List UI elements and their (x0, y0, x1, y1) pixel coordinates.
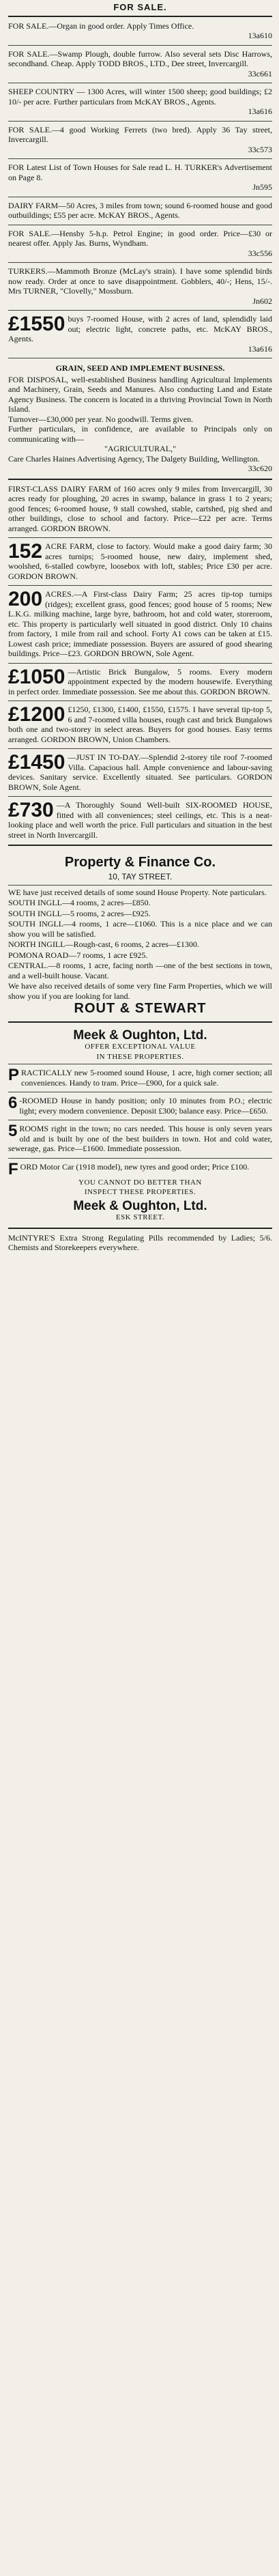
ad-price: £1450 (8, 751, 65, 774)
divider (8, 748, 272, 749)
grain-business-ad (8, 360, 272, 476)
ad-body: FOR SALE.—4 good Working Ferrets (two bred). Apply 36 Tay street, Invercargill. (8, 124, 272, 144)
classified-ad (8, 265, 272, 308)
ad-reference: 33c620 (248, 464, 272, 473)
meek-property-item (8, 1066, 272, 1090)
property-item: SOUTH INGLL—5 rooms, 2 acres—£925. (8, 908, 151, 918)
ad-price: £1550 (8, 313, 65, 335)
ad-reference: Jn602 (252, 296, 272, 306)
property-item: NORTH INGILL—Rough-cast, 6 rooms, 2 acres—£1300. (8, 939, 199, 949)
acre-152-farm-ad (8, 540, 272, 583)
ad-reference: 33c573 (248, 144, 272, 154)
property-item: CENTRAL.—8 rooms, 1 acre, facing north —one of the best sections in town, and a well-built house. Vacant. (8, 961, 272, 980)
meek-property-list (8, 1064, 272, 1178)
ad-body: TURKERS.—Mammoth Bronze (McLay's strain). I have some splendid birds now ready. Order at once to save disappointment. Gobblers, 40/-; Hens, 15/-. Mrs TURNER, "Clovelly," Mossburn. (8, 266, 272, 296)
item-body: -ROOMED House in handy position; only 10 minutes from P.O.; electric light; every modern convenience. Deposit £300; balance easy. Price—£650. (19, 1096, 272, 1116)
ad-heading: Meek & Oughton, Ltd. (73, 1028, 207, 1043)
closing-line: INSPECT THESE PROPERTIES. (84, 1188, 196, 1196)
divider (8, 158, 272, 159)
ad-body: FOR SALE.—Hensby 5-h.p. Petrol Engine; in good order. Price—£30 or nearest offer. Apply Jas. Burns, Wyndham. (8, 228, 272, 248)
ad-number: 200 (8, 588, 43, 610)
dairy-farm-160-ad (8, 483, 272, 536)
ad-body: FOR Latest List of Town Houses for Sale read L. H. TURKER's Advertisement on Page 8. (8, 162, 272, 182)
drop-cap: F (8, 1159, 18, 1178)
divider (8, 1228, 272, 1229)
classified-ad (8, 313, 272, 356)
property-item: POMONA ROAD—7 rooms, 1 acre £925. (8, 950, 148, 960)
divider (8, 16, 272, 17)
divider (8, 796, 272, 797)
item-body: RACTICALLY new 5-roomed sound House, 1 acre, high corner section; all conveniences. Handy to tram. Price—£900, for a quick sale. (21, 1068, 272, 1088)
drop-cap: P (8, 1066, 20, 1084)
ad-address: 10, TAY STREET. (108, 872, 173, 881)
closing-line: YOU CANNOT DO BETTER THAN (78, 1178, 202, 1187)
ad-price: £730 (8, 799, 54, 821)
newspaper-column (0, 0, 279, 1258)
ad-reference: Jn595 (252, 182, 272, 192)
ad-body: McINTYRE'S Extra Strong Regulating Pills recommended by Ladies; 5/6. Chemists and Storekeepers everywhere. (8, 1232, 272, 1252)
ad-contact-address: Care Charles Haines Advertising Agency, The Dalgety Building, Wellington. (8, 453, 260, 464)
ad-intro: WE have just received details of some sound House Property. Note particulars. (8, 887, 267, 897)
six-roomed-house-ad (8, 799, 272, 842)
property-item: SOUTH INGLL—4 rooms, 2 acres—£850. (8, 898, 151, 907)
firm-name: Meek & Oughton, Ltd. (73, 1198, 207, 1213)
ad-body: —JUST IN TO-DAY.—Splendid 2-storey tile roof 7-roomed Villa. Capacious hall. Ample convenience and labour-saving devices. Sanitary service. Excellently situated. See particulars. GORDON BROWN, Sole Agent. (8, 752, 272, 792)
divider (8, 845, 272, 846)
ad-heading: Property & Finance Co. (64, 855, 216, 870)
ad-reference: 33c661 (248, 68, 272, 79)
ad-body: FOR SALE.—Swamp Plough, double furrow. Also several sets Disc Harrows, secondhand. Cheap. Apply TODD BROS., LTD., Dee street, Invercargill. (8, 48, 272, 68)
ad-reference: 13a616 (248, 343, 272, 354)
divider (8, 479, 272, 480)
ad-body: FOR SALE.—Organ in good order. Apply Times Office. (8, 20, 194, 31)
meek-property-item (8, 1161, 272, 1178)
classified-ads-list (8, 20, 272, 356)
item-body: ORD Motor Car (1918 model), new tyres and good order; Price £100. (20, 1161, 250, 1172)
ad-reference: 13a616 (248, 107, 272, 116)
ad-price: £1050 (8, 665, 65, 688)
two-storey-villa-ad (8, 751, 272, 794)
property-finance-ad (8, 849, 272, 1019)
divider (8, 1158, 272, 1159)
meek-property-item (8, 1122, 272, 1156)
ad-further: Further particulars, in confidence, are available to Principals only on communicating with— (8, 424, 272, 444)
divider (8, 121, 272, 122)
meek-oughton-ad (8, 1025, 272, 1225)
divider (8, 885, 272, 886)
property-item: SOUTH INGLL—4 rooms, 1 acre—£1060. This is a nice place and we can show you will be satisfied. (8, 919, 272, 939)
classified-ad (8, 227, 272, 261)
classified-ad (8, 124, 272, 157)
divider (8, 700, 272, 701)
ad-heading: GRAIN, SEED AND IMPLEMENT BUSINESS. (55, 363, 225, 373)
divider (8, 585, 272, 586)
ad-reference: 33c556 (248, 248, 272, 258)
ad-reference: 13a610 (248, 31, 272, 40)
ad-price: £1200 (8, 703, 65, 726)
property-item: We have also received details of some very fine Farm Properties, which we will show you if you are looking for land. (8, 981, 272, 1001)
classified-ad (8, 48, 272, 81)
pills-ad (8, 1232, 272, 1255)
ad-body: buys 7-roomed House, with 2 acres of land, splendidly laid out; electric light, concrete paths, etc. McKAY BROS., Agents. (8, 314, 272, 343)
divider (8, 1021, 272, 1023)
ad-body: —Artistic Brick Bungalow, 5 rooms. Every modern appointment expected by the modern housewife. Everything in perfect order. Immediate possession. See me about this. GORDON BROWN. (8, 666, 272, 696)
offer-line: OFFER EXCEPTIONAL VALUE (85, 1043, 196, 1051)
villa-houses-ad (8, 703, 272, 746)
property-list (8, 898, 272, 1001)
ad-body: FIRST-CLASS DAIRY FARM of 160 acres only 9 miles from Invercargill, 30 acres ready for ploughing, 20 acres in swamp, balance in grass 1 to 2 years; good fences; 6-roomed house, 9 stall cowshed, stable, cartshed, pig shed and other buildings, close to school and factory. Price—£22 per acre. Terms arranged. GORDON BROWN. (8, 483, 272, 533)
ad-body: £1250, £1300, £1400, £1550, £1575. I have several tip-top 5, 6 and 7-roomed villa houses, rough cast and brick Bungalows both one and two-storey in select areas. Buyers for good houses. Easy terms arranged. GORDON BROWN, Union Chambers. (8, 705, 272, 744)
classified-ad (8, 20, 272, 43)
meek-property-item (8, 1094, 272, 1118)
ad-body: FOR DISPOSAL, well-established Business handling Agricultural Implements and Machinery, Grain, Seeds and Manures. Also conducting Land and Estate Agency Business. The concern is located in a thriving Provincial Town in North Island. (8, 374, 272, 414)
divider (8, 537, 272, 538)
acre-200-farm-ad (8, 588, 272, 661)
ad-body: ACRES.—A First-class Dairy Farm; 25 acres tip-top turnips (ridges); excellent grass, good fences; good house of 5 rooms; New L.K.G. milking machine, large byre, bathroom, hot and cold water, storeroom, etc. This property is particularly well situated in good district. Only 10 chains from factory, 1 mile from rail and school. Forty A1 cows can be taken at £15. Lowest cash price; immediate possession. Buyers are assured of good shearing buildings. Price—£23. GORDON BROWN, Sole Agent. (8, 589, 272, 658)
ad-body: ACRE FARM, close to factory. Would make a good dairy farm; 30 acres turnips; 5-roomed house, new dairy, implement shed, woolshed, 6-stalled cowbyre, loosebox with loft, stables; Price £30 per acre. GORDON BROWN. (8, 541, 272, 581)
divider (8, 262, 272, 263)
item-body: ROOMS right in the town; no cars needed. This house is only seven years old and is built by one of the best builders in town. Hot and cold water, sewerage, gas. Price—£1600. Immediate possession. (8, 1124, 272, 1153)
ad-contact-name: "AGRICULTURAL," (104, 444, 177, 453)
firm-street: ESK STREET. (115, 1213, 165, 1221)
ad-number: 152 (8, 540, 43, 563)
classified-ad (8, 199, 272, 223)
ad-body: SHEEP COUNTRY — 1300 Acres, will winter 1500 sheep; good buildings; £2 10/- per acre. Further particulars from McKAY BROS., Agents. (8, 87, 272, 107)
classified-ad (8, 85, 272, 119)
column-heading: FOR SALE. (113, 2, 167, 12)
divider (8, 663, 272, 664)
ad-body: DAIRY FARM—50 Acres, 3 miles from town; sound 6-roomed house and good outbuildings; £55 per acre. McKAY BROS., Agents. (8, 200, 272, 220)
classified-ad (8, 161, 272, 195)
ad-turnover: Turnover—£30,000 per year. No goodwill. Terms given. (8, 414, 194, 424)
brick-bungalow-ad (8, 666, 272, 699)
divider (8, 45, 272, 46)
offer-line: IN THESE PROPERTIES. (96, 1052, 184, 1061)
ad-body: —A Thoroughly Sound Well-built SIX-ROOMED HOUSE, fitted with all conveniences; steel ceilings, etc. This is a neat-looking place and well worth the price. Full particulars and situation in the best street in North Invercargill. (8, 800, 272, 840)
firm-name: ROUT & STEWART (74, 1001, 207, 1016)
drop-cap: 5 (8, 1122, 18, 1140)
drop-cap: 6 (8, 1094, 18, 1112)
divider (8, 310, 272, 311)
